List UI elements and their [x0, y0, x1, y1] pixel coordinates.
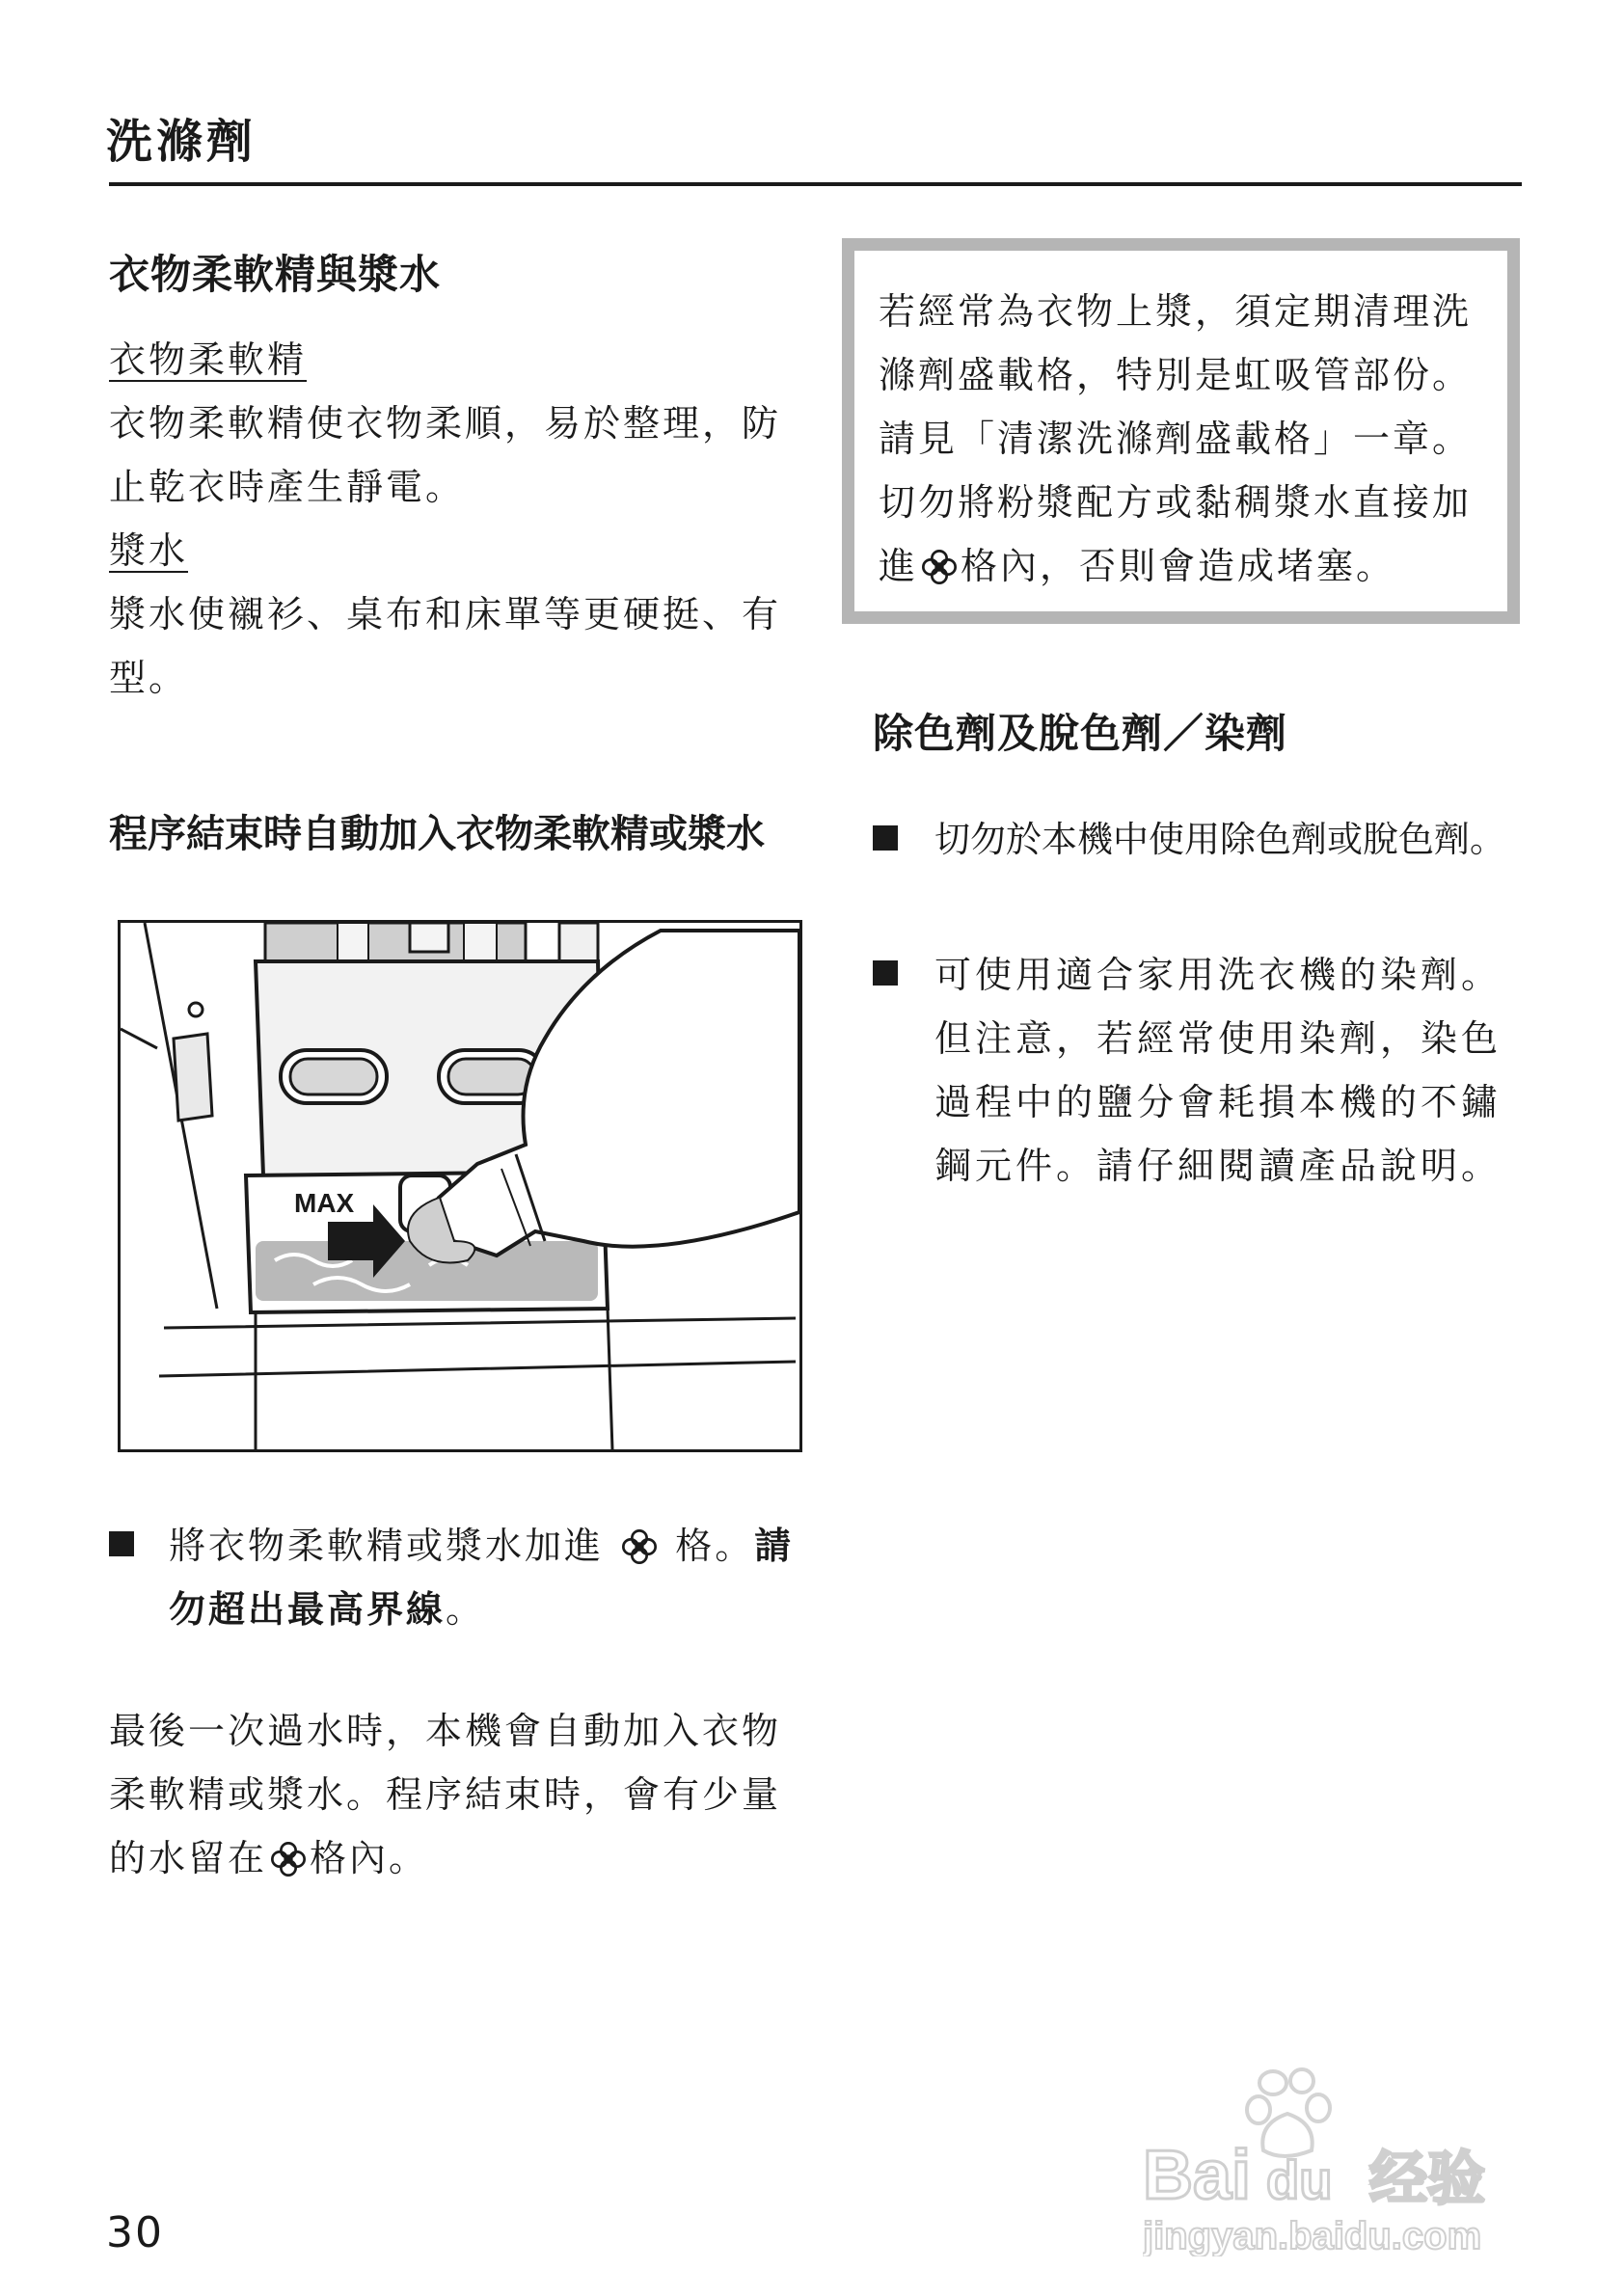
notice-line: 請見「清潔洗滌劑盛載格」一章。: [879, 418, 1473, 460]
bullet-text: 鋼元件。請仔細閱讀產品說明。: [934, 1145, 1502, 1187]
paragraph-line: 格內。: [310, 1837, 429, 1879]
watermark-brand-right: du: [1266, 2149, 1333, 2210]
dispenser-illustration: [118, 920, 802, 1452]
bullet-text: 切勿於本機中使用除色劑或脫色劑。: [934, 819, 1505, 860]
softener-block: [109, 328, 813, 710]
softener-text-line: 衣物柔軟精使衣物柔順，易於整理，防: [109, 402, 782, 445]
paragraph-line: 最後一次過水時，本機會自動加入衣物: [109, 1710, 782, 1752]
notice-line: 格內，否則會造成堵塞。: [961, 545, 1396, 587]
softener-bullet: [109, 1514, 823, 1641]
starch-notice-box: [842, 238, 1520, 624]
watermark-url: jingyan.baidu.com: [1143, 2215, 1482, 2256]
softener-compartment-icon: [922, 550, 957, 584]
dyes-bullet-2: [873, 943, 1529, 1198]
bullet-text: 。: [446, 1588, 486, 1631]
bullet-text: 格。: [675, 1525, 755, 1567]
bullet-bold-text: 請: [754, 1525, 795, 1567]
header-rule: [109, 182, 1522, 186]
section-title: 洗滌劑: [106, 115, 257, 169]
notice-line: 切勿將粉漿配方或黏稠漿水直接加: [879, 481, 1473, 524]
auto-add-heading: 程序結束時自動加入衣物柔軟精或漿水: [109, 812, 765, 856]
bullet-text: 可使用適合家用洗衣機的染劑。: [934, 954, 1502, 996]
bullet-square: [873, 825, 898, 851]
notice-line: 進: [879, 545, 919, 587]
page-number: 30: [106, 2208, 164, 2257]
watermark-brand-left: Bai: [1143, 2137, 1252, 2214]
paragraph-line: 柔軟精或漿水。程序結束時，會有少量: [109, 1773, 782, 1816]
notice-line: 若經常為衣物上漿，須定期清理洗: [879, 290, 1473, 333]
bullet-text: 過程中的鹽分會耗損本機的不鏽: [934, 1081, 1502, 1123]
baidu-watermark: [1143, 2064, 1529, 2256]
starch-text-line: 型。: [109, 657, 189, 699]
max-label: MAX: [294, 1188, 355, 1218]
bullet-square: [873, 960, 898, 986]
softener-compartment-icon: [622, 1529, 657, 1564]
bullet-text: 但注意，若經常使用染劑，染色: [934, 1017, 1502, 1060]
dyes-bullet-1: [873, 808, 1529, 872]
starch-label: 漿水: [109, 529, 189, 572]
notice-line: 滌劑盛載格，特別是虹吸管部份。: [879, 354, 1473, 396]
bullet-square: [109, 1531, 134, 1556]
softener-compartment-icon: [271, 1842, 306, 1877]
softener-text-line: 止乾衣時產生靜電。: [109, 466, 466, 508]
auto-add-paragraph: [109, 1699, 813, 1890]
starch-text-line: 漿水使襯衫、桌布和床單等更硬挺、有: [109, 593, 782, 635]
softener-label: 衣物柔軟精: [109, 338, 308, 381]
watermark-brand-cn: 经验: [1369, 2146, 1485, 2213]
dyes-heading: 除色劑及脫色劑／染劑: [873, 710, 1288, 757]
softener-heading: 衣物柔軟精與漿水: [109, 251, 442, 298]
bullet-text: 將衣物柔軟精或漿水加進: [169, 1525, 605, 1567]
bullet-bold-text: 勿超出最高界線: [169, 1588, 447, 1631]
paragraph-line: 的水留在: [109, 1837, 268, 1879]
